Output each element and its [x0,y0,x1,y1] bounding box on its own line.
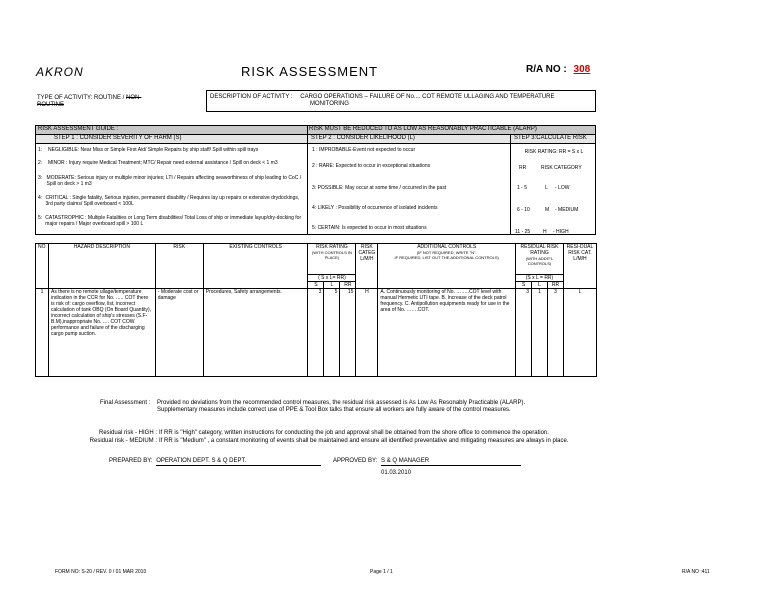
approved-value: S & Q MANAGER [381,458,521,466]
likelihood-list [312,147,507,231]
risk-guide [35,125,596,235]
rating-s-header: S [308,282,324,289]
col-risk-header: RISK [155,244,203,289]
guide-title-bar [36,126,595,135]
residual-l-header: L [532,282,548,289]
col-controls-header: EXISTING CONTROLS [203,244,308,289]
residual-medium-label: Residual risk - MEDIUM : [89,438,157,444]
row-risk: - Moderate cost or damage [155,289,203,377]
likelihood-item: 4: LIKELY : Possibility of occurrence of isolated incidents [312,205,438,211]
activity-desc-value-2: MONITORING [310,101,349,107]
risk-formula: RISK RATING: RR = S x L [524,149,584,155]
residual-formula: (S x L = RR) [516,275,564,282]
ra-number-block [526,64,590,75]
guide-title-left: RISK ASSESSMENT GUIDE : [38,126,119,132]
col-residual-cat-header: RESI-DUAL RISK CAT. L/M/H [563,244,596,289]
approved-by [333,458,521,466]
residual-medium [70,438,670,445]
approved-label: APPROVED BY: [333,458,378,464]
step1-label: STEP 1 : CONSIDER SEVERITY OF HARM (S) [54,135,182,141]
guide-title-right: RISK MUST BE REDUCED TO AS LOW AS REASONABLY PRACTICABLE (ALARP) [309,126,537,132]
rating-formula: ( S x L= RR) [308,275,356,282]
step3-label: STEP 3:CALCULATE RISK [514,135,587,141]
prepared-value: OPERATION DEPT. S & Q DEPT. [156,458,321,466]
col-additional-header: ADDITIONAL CONTROLS (IF NOT REQUIRED, WRITE "N". IF REQUIRED, LIST OUT THE ADDITIONAL CONTROLS) [378,244,516,289]
likelihood-item: 5: CERTAIN: Is expected to occur in most situations [312,225,427,231]
row-l: 5 [324,289,340,377]
final-label: Final Assessment : [100,400,151,406]
ra-label: R/A NO : [526,64,567,75]
row-hazard: As there is no remote ullage/temperature indication in the CCR for No. ….. COT there is risk of: cargo overflow, list, incorrect calculation of tank OBQ (On Board Quantity), incorrect calculation of ship's stresses (S.F-B.M),inappropriate No. …. COT COW performance and failure of the discharging cargo pump suction. [48,289,155,377]
residual-medium-text: If RR is "Medium" , a constant monitoring of events shall be maintained and ensure all identified preventative and mitigating measures are always in place. [159,438,569,444]
col-hazard-header: HAZARD DESCRIPTION [48,244,155,289]
likelihood-item: 1 : IMPROBABLE-Event not expected to occur [312,147,416,153]
activity-type-label: TYPE OF ACTIVITY: ROUTINE / [37,95,125,101]
prepared-by [109,458,321,466]
step2-label: STEP 2 : CONSIDER LIKELIHOOD (L) [311,135,415,141]
company-name: AKRON [36,65,84,79]
risk-category-header: RR RISK CATEGORY [519,165,582,171]
guide-divider-1 [307,126,308,234]
page-number: Page 1 / 1 [370,569,393,575]
final-line-1: Provided no deviations from the recommended control measures, the residual risk assessed is As Low As Resonably Practicable (ALARP). [157,400,526,406]
risk-category-row: 11 - 25 H - HIGH [515,229,569,235]
rating-l-header: L [324,282,340,289]
severity-list [38,147,304,231]
row-cat: H [356,289,378,377]
risk-category-row: 6 - 10 M - MEDIUM [517,207,579,213]
prepared-label: PREPARED BY: [109,458,153,464]
row-res-cat: L [563,289,596,377]
likelihood-item: 2 : RARE: Expected to occur in exceptional situations [312,163,431,169]
col-residual-header: RESIDUAL RISK RATING (WITH ADDIT'L CONTROLS) [516,244,564,275]
table-header-row [36,244,597,275]
risk-table [35,243,597,377]
residual-high-label: Residual risk - HIGH : [98,430,157,436]
row-res-s: 3 [516,289,532,377]
risk-category-row: 1 - 5 L - LOW [517,185,570,191]
activity-type-struck: NON- [126,95,142,101]
rating-rr-header: RR [340,282,356,289]
row-rr: 15 [340,289,356,377]
approval-date: 01.03.2010 [381,470,412,476]
final-assessment [100,400,660,414]
likelihood-item: 3: POSSIBLE: May occur at some time / occurred in the past [312,185,447,191]
footer-ra-number: R/A NO :411 [682,569,710,575]
activity-type [37,95,202,109]
activity-desc-value: CARGO OPERATIONS – FAILURE OF No.... COT REMOTE ULLAGING AND TEMPERATURE [300,94,555,100]
severity-item: 1: NEGLIGIBLE: Near Miss or Simple First Aid/ Simple Repairs by ship staff/ Spill within spill trays [38,147,259,153]
row-no: 1 [36,289,49,377]
guide-divider-2 [510,135,511,234]
activity-type-struck-2: ROUTINE [37,102,64,108]
page-title: RISK ASSESSMENT [241,64,379,79]
row-res-rr: 3 [547,289,563,377]
risk-calc [513,149,595,235]
form-number: FORM NO: S-20 / REV. 0 / 01 MAR 2010 [55,569,147,575]
activity-desc-label: DESCRIPTION OF ACTIVITY : [210,94,293,100]
severity-item: 2: MINOR : Injury require Medical Treatment; MTC/ Repair need external assistance / Spill on deck < 1 m3 [38,160,278,166]
severity-item: 4: CRITICAL : Single fatality, Serious injuries, permanent disability / Requires lay up repairs or extensive drydockings, 3rd party claims/ Spill overboard < 100L [38,195,300,207]
row-s: 3 [308,289,324,377]
severity-item: 5: CATASTROPHIC : Multiple Fatalities or Long Term disabilities/ Total Loss of ship or immediate layup/dry-docking for major repairs / Major overboard spill > 100 L [38,215,302,227]
col-no-header: NO [36,244,49,289]
table-row [36,289,597,377]
step-bar [36,135,595,144]
row-additional: A. Continuously monitoring of No. ……..COT level with manual Hermetic UTI tape. B. Increase of the deck patrol frequency. C. Antipollution equipments ready for use in the area of No. …….COT. [378,289,516,377]
final-line-2: Supplementary measures include correct use of PPE & Tool Box talks that ensure all workers are fully aware of the control measures. [157,407,511,413]
row-res-l: 1 [532,289,548,377]
residual-rr-header: RR [547,282,563,289]
residual-s-header: S [516,282,532,289]
severity-item: 3: MODERATE: Serious injury or multiple minor injuries; LTI / Repairs affecting seaworthiness of ship leading to CoC / Spill on deck > 1 m3 [38,175,302,187]
residual-high-text: If RR is "High" category, written instructions for conducting the job and approval shall be obtained from the shore office to commence the operation. [159,430,549,436]
ra-number: 308 [573,64,591,75]
col-cat-header: RISK CATEG L/M/H [356,244,378,289]
residual-high [90,430,670,437]
activity-description-box [206,90,596,112]
col-rating-header: RISK RATING (WITH CONTROLS IN PLACE) [308,244,356,275]
row-controls: Procedures, Safety arrangements. [203,289,308,377]
